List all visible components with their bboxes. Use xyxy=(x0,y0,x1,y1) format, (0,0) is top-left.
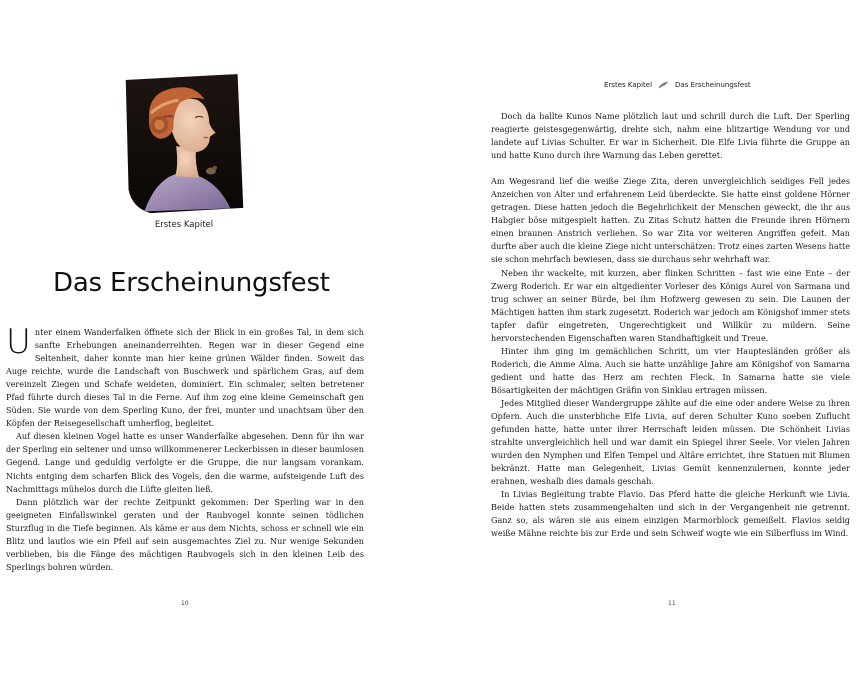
paragraph: Am Wegesrand lief die weiße Ziege Zita, deren unvergleichlich seidiges Fell jedes Anzeichen von Alter und erfahrenem Leid überdeckte. Sie hatte einst goldene Hörner getragen. Diese hatten jedoch die Begehrlichkeit der Menschen geweckt, die ihr aus Habgier böse mitgespielt hatten. Zu Zitas Schutz hatten die Freunde ihren Hörnern einen braunen Anstrich verliehen. So war Zita vor weiteren Angriffen gefeit. Man durfte aber auch die kleine Ziege nicht unterschätzen: Trotz eines zarten Wesens hatte sie schon mehrfach bewiesen, dass sie durchaus sehr wehrhaft war. xyxy=(491,176,850,265)
left-body-text xyxy=(6,322,364,574)
paragraph: Jedes Mitglied dieser Wandergruppe zählte auf die eine oder andere Weise zu ihren Opfern. Auch die unsterbliche Elfe Livia, auf deren Schulter Kuno soeben Zuflucht gefunden hatte, hatte unter ihrer Herrschaft leiden müssen. Die Schönheit Livias strahlte unvergleichlich hell und war damit ein Spiegel ihrer Seele. Vor vielen Jahren wurden den Nymphen und Elfen Tempel und Altäre errichtet, ihre Statuen mit Blumen bekränzt. Hatte man Gelegenheit, Livias Gemüt kennenzulernen, konnte jeder erahnen, weshalb dies damals geschah. xyxy=(491,397,850,487)
right-page xyxy=(428,0,856,684)
paragraph: Unter einem Wanderfalken öffnete sich der Blick in ein großes Tal, in dem sich sanfte Erhebungen aneinanderreihten. Regen war in dieser Gegend eine Seltenheit, daher konnte man hier keine grünen Wälder finden. Soweit das Auge reichte, wurde die Landschaft von Buschwerk und spärlichem Gras, auf dem vereinzelt Ziegen und Schafe weideten, dominiert. Ein schmaler, selten betretener Pfad führte durch dieses Tal in die Ferne. Auf ihm zog eine kleine Gemeinschaft gen Süden. Sie wurde von dem Sperling Kuno, der frei, munter und unachtsam über den Köpfen der Reisegesellschaft umherflog, begleitet. xyxy=(6,322,364,429)
running-head-chapter: Erstes Kapitel xyxy=(604,81,653,89)
paragraph: Hinter ihm ging im gemächlichen Schritt, um vier Hauptesländen größer als Roderich, die Amme Alma. Auch sie hatte unzählige Jahre am Königshof von Samarna gedient und hatte das Herz am rechten Fleck. In Samarna hatte sie viele Bösartigkeiten der mächtigen Gräfin von Sinklau ertragen müssen. xyxy=(491,345,850,395)
drop-cap: U xyxy=(6,322,31,362)
paragraph: Auf diesen kleinen Vogel hatte es unser Wanderfalke abgesehen. Denn für ihn war der Sperling ein seltener und umso willkommenerer Leckerbissen in dieser baumlosen Gegend. Lange und geduldig verfolgte er die Gruppe, die nur langsam vorankam. Nichts entging dem scharfen Blick des Vogels, den die warme, aufsteigende Luft des Nachmittags mühelos durch die Lüfte gleiten ließ. xyxy=(6,431,364,494)
paragraph: Doch da hallte Kunos Name plötzlich laut und schrill durch die Luft. Der Sperling reagierte geistesgegenwärtig, drehte sich, nahm eine blitzartige Wendung vor und landete auf Livias Schulter. Er war in Sicherheit. Die Elfe Livia führte die Gruppe an und hatte Kuno durch ihre Warnung das Leben gerettet. xyxy=(491,111,850,161)
chapter-title: Das Erscheinungsfest xyxy=(53,268,330,298)
page-number: 10 xyxy=(181,600,189,607)
image-caption: Erstes Kapitel xyxy=(154,220,214,230)
running-head xyxy=(604,81,751,89)
portrait-image xyxy=(122,74,245,214)
paragraph: Neben ihr wackelte, mit kurzen, aber flinken Schritten – fast wie eine Ente – der Zwerg Roderich. Er war ein altgedienter Vorleser des Königs Aurel von Sarmana und trug schwer an seiner Bürde, bei ihm Hofzwerg gewesen zu sein. Die Launen der Mächtigen hatten ihm stark zugesetzt. Roderich war jedoch am Königshof immer stets tapfer dafür eingetreten, Ungerechtigkeit und Willkür zu mildern. Seine hervorstechenden Eigenschaften waren Standhaftigkeit und Treue. xyxy=(491,267,850,343)
page-number: 11 xyxy=(668,600,676,607)
running-head-title: Das Erscheinungsfest xyxy=(675,81,751,89)
paragraph: Dann plötzlich war der rechte Zeitpunkt gekommen: Der Sperling war in den geeigneten Einfallswinkel geraten und der Raubvogel konnte seinen tödlichen Sturzflug in die Tiefe beginnen. Als käme er aus dem Nichts, schoss er schnell wie ein Blitz und lautlos wie ein Pfeil auf sein ausgemachtes Ziel zu. Nur wenige Sekunden verblieben, bis die Fänge des mächtigen Raubvogels sich in den kleinen Leib des Sperlings bohren würden. xyxy=(6,496,364,572)
paragraph: In Livias Begleitung trabte Flavio. Das Pferd hatte die gleiche Herkunft wie Livia. Beide hatten stets zusammengehalten und sich in der Vergangenheit nie getrennt. Ganz so, als wären sie aus einem einzigen Marmorblock gemeißelt. Flavios seidig weiße Mähne reichte bis zur Erde und sein Schweif wogte wie ein Silberfluss im Wind. xyxy=(491,489,850,539)
feather-icon xyxy=(658,81,669,89)
right-body-text xyxy=(491,110,850,541)
